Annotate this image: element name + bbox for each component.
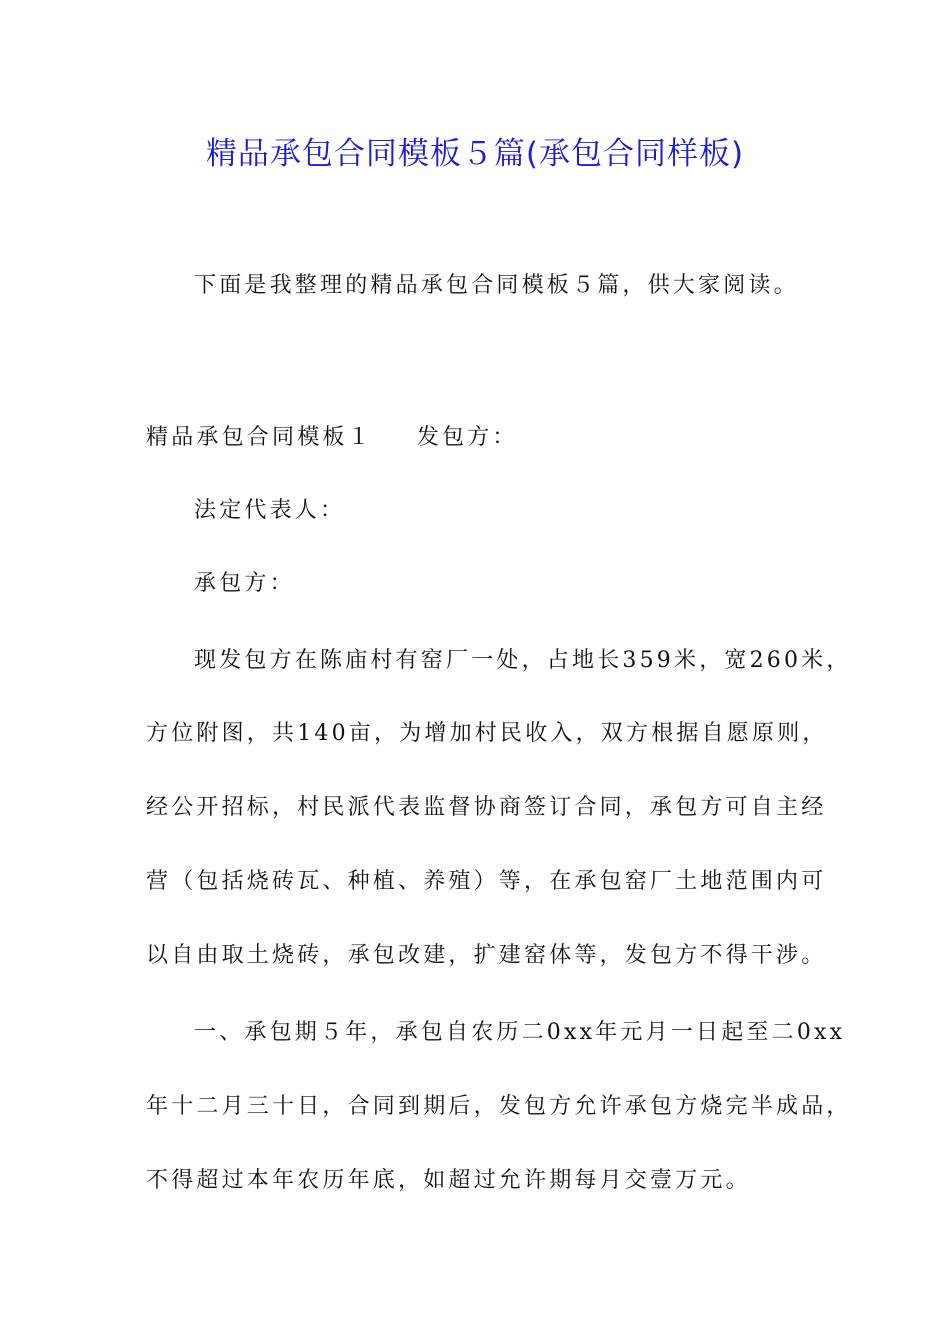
para1-line-5: 以自由取土烧砖，承包改建，扩建窑体等，发包方不得干涉。 bbox=[146, 943, 827, 968]
legal-rep-label: 法定代表人： bbox=[194, 498, 346, 523]
para1-line-1: 现发包方在陈庙村有窑厂一处，占地长359米，宽260米， bbox=[194, 648, 852, 673]
intro-paragraph: 下面是我整理的精品承包合同模板５篇，供大家阅读。 bbox=[194, 273, 799, 298]
section-heading-line bbox=[146, 422, 826, 454]
document-title: 精品承包合同模板５篇(承包合同样板) bbox=[205, 136, 745, 172]
party-a-label: 发包方： bbox=[416, 425, 518, 450]
para2-line-3: 不得超过本年农历年底，如超过允许期每月交壹万元。 bbox=[146, 1168, 751, 1193]
para1-line-3: 经公开招标，村民派代表监督协商签订合同，承包方可自主经 bbox=[146, 795, 827, 820]
para1-line-2: 方位附图，共140亩，为增加村民收入，双方根据自愿原则， bbox=[146, 721, 828, 746]
para1-line-4: 营（包括烧砖瓦、种植、养殖）等，在承包窑厂土地范围内可 bbox=[146, 869, 827, 894]
section-heading: 精品承包合同模板１ bbox=[146, 425, 373, 450]
party-b-label: 承包方： bbox=[194, 571, 295, 596]
para2-line-1: 一、承包期５年，承包自农历二0xx年元月一日起至二0xx bbox=[194, 1020, 846, 1045]
para2-line-2: 年十二月三十日，合同到期后，发包方允许承包方烧完半成品， bbox=[146, 1094, 852, 1119]
